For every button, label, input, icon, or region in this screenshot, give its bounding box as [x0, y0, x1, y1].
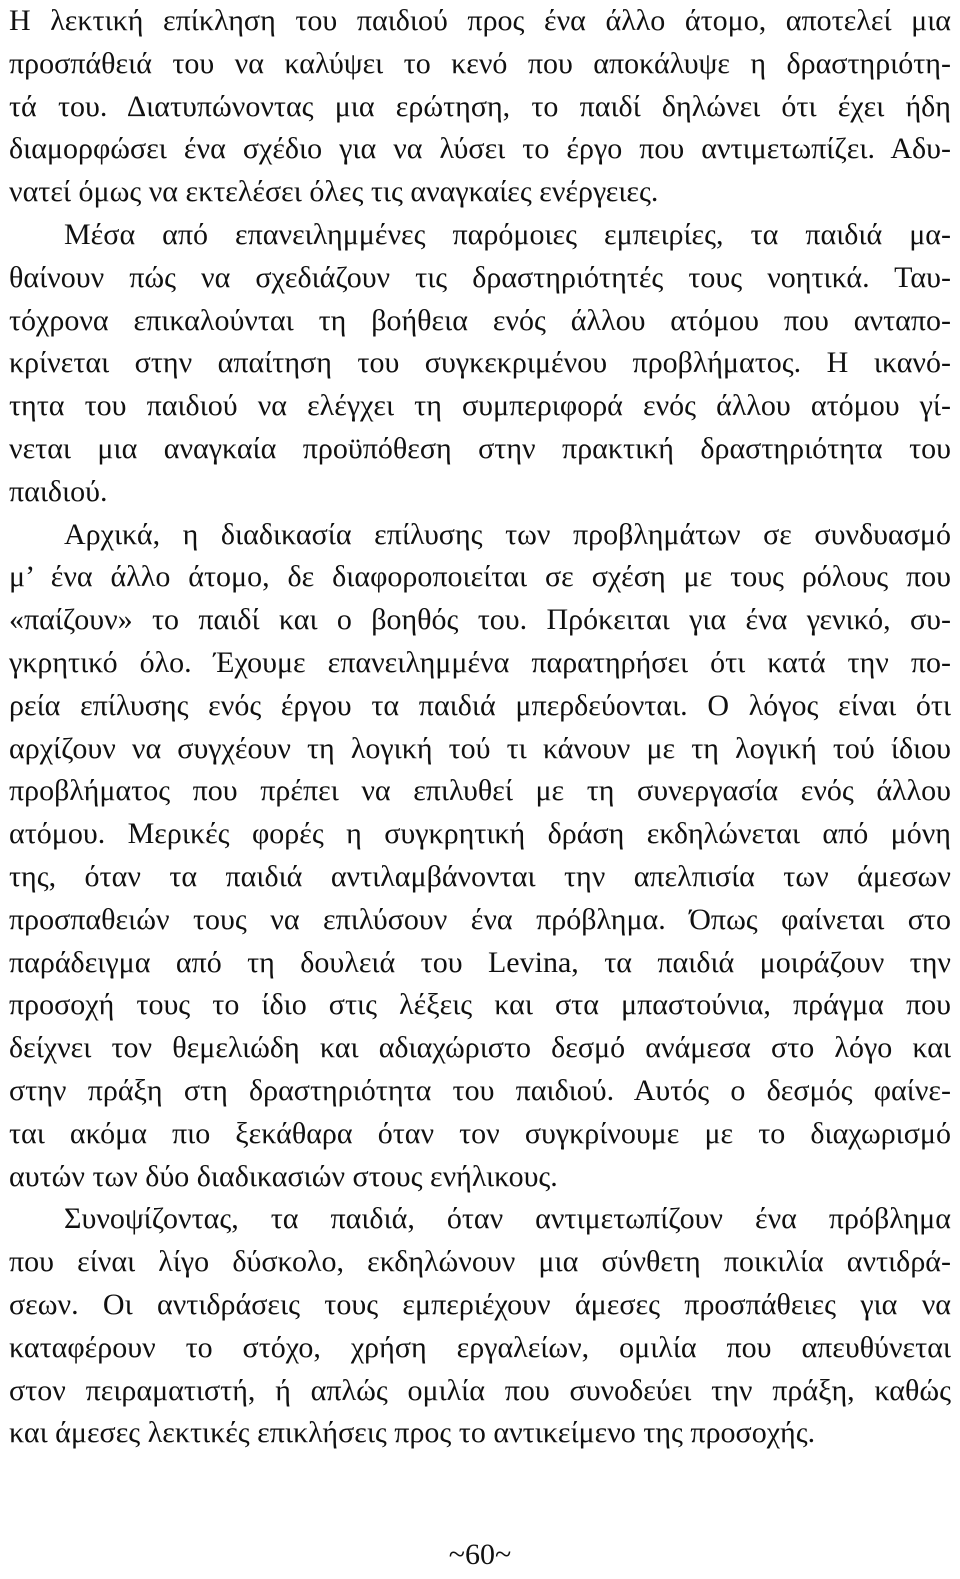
text-line: μ’ ένα άλλο άτομο, δε διαφοροποιείται σε σχέση με τους ρόλους που: [9, 560, 951, 594]
text-line: ατόμου. Μερικές φορές η συγκρητική δράση εκδηλώνεται από μόνη: [9, 817, 951, 851]
text-line: αρχίζουν να συγχέουν τη λογική τού τι κάνουν με τη λογική τού ίδιου: [9, 731, 951, 765]
text-line: σεων. Οι αντιδράσεις τους εμπεριέχουν άμεσες προσπάθειες για να: [9, 1287, 951, 1321]
text-line: διαμορφώσει ένα σχέδιο για να λύσει το έργο που αντιμετωπίζει. Αδυ-: [9, 132, 951, 166]
text-line: Η λεκτική επίκληση του παιδιού προς ένα άλλο άτομο, αποτελεί μια: [9, 4, 951, 37]
text-line: παράδειγμα από τη δουλειά του Levina, τα παιδιά μοιράζουν την: [9, 945, 951, 979]
text-line: κρίνεται στην απαίτηση του συγκεκριμένου προβλήματος. Η ικανό-: [9, 346, 951, 380]
page-number: ~60~: [448, 1538, 512, 1571]
text-line: τητα του παιδιού να ελέγχει τη συμπεριφορά ενός άλλου ατόμου γί-: [9, 389, 951, 423]
text-line: της, όταν τα παιδιά αντιλαμβάνονται την απελπισία των άμεσων: [9, 859, 951, 893]
text-line: προσπάθειά του να καλύψει το κενό που αποκάλυψε η δραστηριότη-: [9, 46, 951, 80]
text-line: παιδιού.: [9, 474, 108, 508]
text-line: νεται μια αναγκαία προϋπόθεση στην πρακτική δραστηριότητα του: [9, 431, 951, 465]
text-line: προσοχή τους το ίδιο στις λέξεις και στα μπαστούνια, πράγμα που: [9, 988, 951, 1022]
text-line: γκρητικό όλο. Έχουμε επανειλημμένα παρατηρήσει ότι κατά την πο-: [9, 645, 951, 679]
text-line: στην πράξη στη δραστηριότητα του παιδιού. Αυτός ο δεσμός φαίνε-: [9, 1073, 951, 1107]
text-line: θαίνουν πώς να σχεδιάζουν τις δραστηριότητές τους νοητικά. Ταυ-: [9, 260, 951, 294]
text-line: προβλήματος που πρέπει να επιλυθεί με τη συνεργασία ενός άλλου: [9, 774, 951, 808]
text-line: και άμεσες λεκτικές επικλήσεις προς το αντικείμενο της προσοχής.: [9, 1416, 816, 1450]
text-line: Αρχικά, η διαδικασία επίλυσης των προβλημάτων σε συνδυασμό: [64, 517, 951, 551]
text-line: καταφέρουν το στόχο, χρήση εργαλείων, ομιλία που απευθύνεται: [9, 1330, 951, 1364]
text-line: που είναι λίγο δύσκολο, εκδηλώνουν μια σύνθετη ποικιλία αντιδρά-: [9, 1245, 951, 1279]
text-line: τά του. Διατυπώνοντας μια ερώτηση, το παιδί δηλώνει ότι έχει ήδη: [9, 89, 951, 123]
text-line: Συνοψίζοντας, τα παιδιά, όταν αντιμετωπίζουν ένα πρόβλημα: [64, 1202, 951, 1236]
text-line: «παίζουν» το παιδί και ο βοηθός του. Πρόκειται για ένα γενικό, συ-: [9, 603, 951, 637]
text-line: στον πειραματιστή, ή απλώς ομιλία που συνοδεύει την πράξη, καθώς: [9, 1373, 951, 1407]
text-line: ται ακόμα πιο ξεκάθαρα όταν τον συγκρίνουμε με το διαχωρισμό: [9, 1116, 951, 1150]
text-line: ρεία επίλυσης ενός έργου τα παιδιά μπερδεύονται. Ο λόγος είναι ότι: [9, 688, 951, 722]
text-line: αυτών των δύο διαδικασιών στους ενήλικους.: [9, 1159, 558, 1193]
text-line: τόχρονα επικαλούνται τη βοήθεια ενός άλλου ατόμου που ανταπο-: [9, 303, 951, 337]
text-line: νατεί όμως να εκτελέσει όλες τις αναγκαίες ενέργειες.: [9, 175, 659, 209]
body-text: [9, 0, 951, 1455]
text-line: προσπαθειών τους να επιλύσουν ένα πρόβλημα. Όπως φαίνεται στο: [9, 902, 951, 936]
text-line: Μέσα από επανειλημμένες παρόμοιες εμπειρίες, τα παιδιά μα-: [64, 217, 951, 251]
text-line: δείχνει τον θεμελιώδη και αδιαχώριστο δεσμό ανάμεσα στο λόγο και: [9, 1031, 951, 1065]
